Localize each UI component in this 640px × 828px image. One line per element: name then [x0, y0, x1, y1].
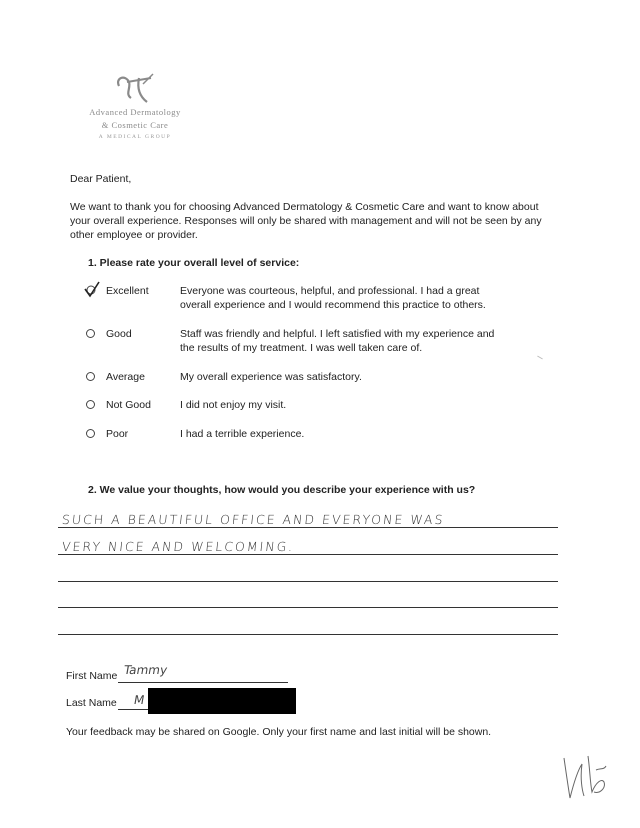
radio-button[interactable]: [86, 372, 95, 381]
radio-button[interactable]: [86, 429, 95, 438]
handwritten-answer-line: SUCH A BEAUTIFUL OFFICE AND EVERYONE WAS: [61, 512, 446, 527]
logo-line-1: Advanced Dermatology: [89, 107, 181, 117]
last-name-value: M: [132, 693, 146, 707]
radio-button[interactable]: [86, 400, 95, 409]
handwritten-initials-icon: [560, 752, 610, 804]
question-1-title: 1. Please rate your overall level of service:: [88, 257, 300, 269]
answer-line[interactable]: [58, 634, 558, 635]
option-description: I did not enjoy my visit.: [180, 399, 287, 411]
option-description: I had a terrible experience.: [180, 428, 305, 440]
first-name-field[interactable]: [118, 682, 288, 683]
practice-logo: [70, 72, 200, 140]
selected-checkmark-icon: [83, 281, 101, 299]
option-label: Not Good: [106, 399, 151, 411]
intro-line: other employee or provider.: [70, 229, 198, 241]
last-name-label: Last Name: [66, 697, 117, 709]
stray-mark: [537, 356, 543, 360]
logo-line-3: A MEDICAL GROUP: [98, 134, 172, 140]
option-label: Good: [106, 328, 132, 340]
answer-line[interactable]: [58, 527, 558, 528]
question-2-title: 2. We value your thoughts, how would you describe your experience with us?: [88, 484, 476, 496]
radio-button[interactable]: [86, 329, 95, 338]
option-label: Poor: [106, 428, 129, 440]
answer-line[interactable]: [58, 554, 558, 555]
logo-line-2: & Cosmetic Care: [101, 120, 169, 130]
option-description: Everyone was courteous, helpful, and professional. I had a great overall experience and I would recommend this practice to others.: [180, 285, 486, 311]
intro-line: your overall experience. Responses will only be shared with management and will not be seen by any: [70, 215, 542, 227]
last-name-field[interactable]: [118, 709, 148, 710]
salutation: Dear Patient,: [70, 173, 132, 185]
intro-line: We want to thank you for choosing Advanced Dermatology & Cosmetic Care and want to know about: [70, 201, 539, 213]
redaction-box: [148, 688, 296, 714]
logo-mark-icon: [113, 72, 157, 106]
answer-line[interactable]: [58, 607, 558, 608]
option-label: Excellent: [106, 285, 149, 297]
answer-line[interactable]: [58, 581, 558, 582]
first-name-value: Tammy: [122, 663, 169, 677]
intro-paragraph: [70, 200, 550, 242]
option-description: My overall experience was satisfactory.: [180, 371, 362, 383]
first-name-label: First Name: [66, 670, 118, 682]
footer-note: Your feedback may be shared on Google. Only your first name and last initial will be shown.: [66, 726, 492, 738]
handwritten-answer-line: VERY NICE AND WELCOMING.: [61, 539, 296, 554]
option-description: Staff was friendly and helpful. I left satisfied with my experience and the results of my treatment. I was well taken care of.: [180, 328, 495, 354]
option-label: Average: [106, 371, 145, 383]
